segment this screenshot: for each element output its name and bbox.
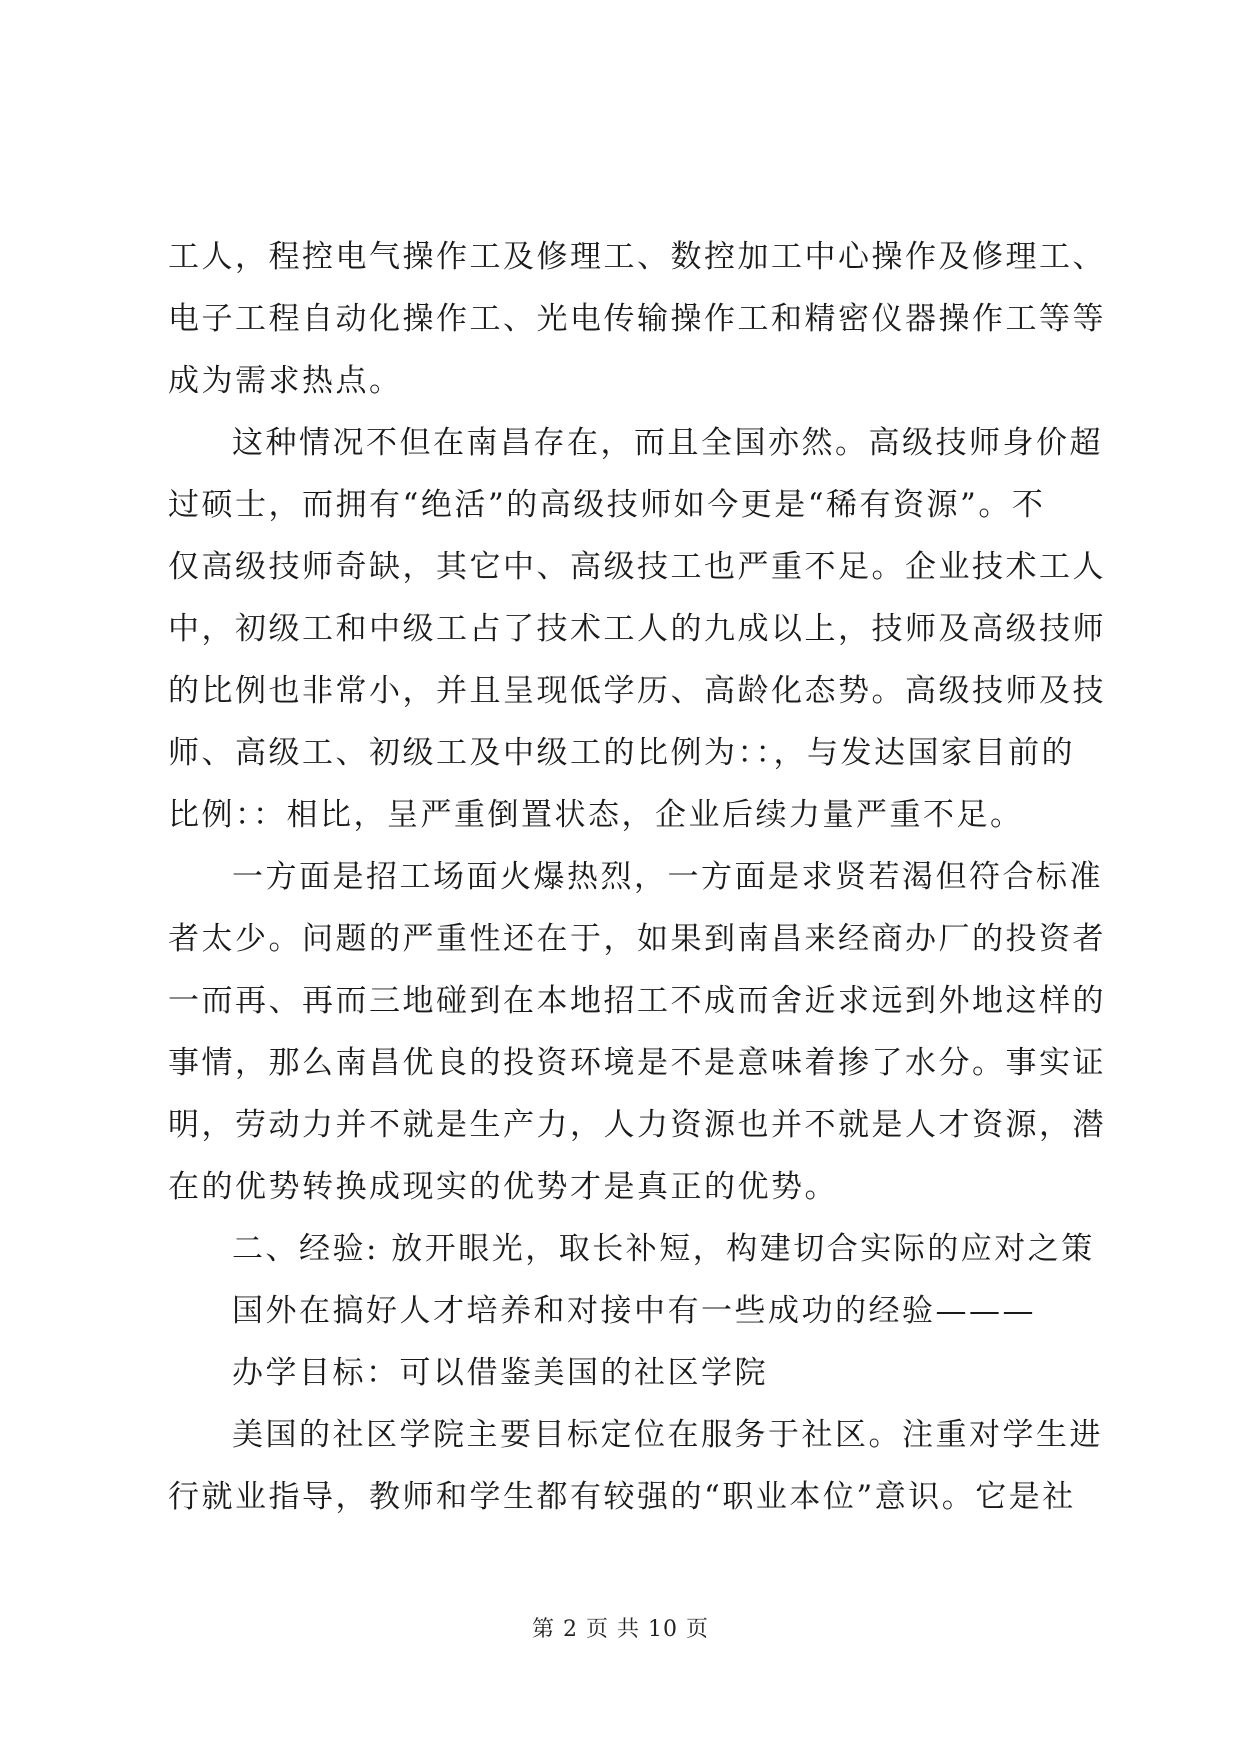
page-number-footer: 第 2 页 共 10 页 <box>532 1617 709 1642</box>
section-heading: 二、经验: 放开眼光，取长补短，构建切合实际的应对之策 <box>232 1231 1095 1267</box>
text-line: 电子工程自动化操作工、光电传输操作工和精密仪器操作工等等 <box>168 301 1106 337</box>
paragraph-start-line: 一方面是招工场面火爆热烈，一方面是求贤若渴但符合标准 <box>232 859 1103 895</box>
text-line: 仅高级技师奇缺，其它中、高级技工也严重不足。企业技术工人 <box>168 549 1106 585</box>
text-line: 成为需求热点。 <box>168 363 403 399</box>
text-line: 一而再、再而三地碰到在本地招工不成而舍近求远到外地这样的 <box>168 983 1106 1019</box>
text-line: 过硕士，而拥有“绝活”的高级技师如今更是“稀有资源”。不 <box>168 487 1046 523</box>
text-line: 中，初级工和中级工占了技术工人的九成以上，技师及高级技师 <box>168 611 1106 647</box>
body-text <box>168 226 1106 1528</box>
text-line: 在的优势转换成现实的优势才是真正的优势。 <box>168 1169 838 1205</box>
text-line: 事情，那么南昌优良的投资环境是不是意味着掺了水分。事实证 <box>168 1045 1106 1081</box>
text-line: 比例：：相比，呈严重倒置状态，企业后续力量严重不足。 <box>168 797 1024 833</box>
paragraph-start-line: 国外在搞好人才培养和对接中有一些成功的经验——— <box>232 1293 1036 1329</box>
subheading: 办学目标：可以借鉴美国的社区学院 <box>232 1355 768 1391</box>
paragraph-start-line: 这种情况不但在南昌存在，而且全国亦然。高级技师身价超 <box>232 425 1103 461</box>
text-line: 行就业指导，教师和学生都有较强的“职业本位”意识。它是社 <box>168 1479 1076 1515</box>
text-line: 师、高级工、初级工及中级工的比例为：：，与发达国家目前的 <box>168 735 1075 771</box>
text-line: 工人，程控电气操作工及修理工、数控加工中心操作及修理工、 <box>168 239 1106 275</box>
paragraph-start-line: 美国的社区学院主要目标定位在服务于社区。注重对学生进 <box>232 1417 1103 1453</box>
text-line: 的比例也非常小，并且呈现低学历、高龄化态势。高级技师及技 <box>168 673 1106 709</box>
text-line: 者太少。问题的严重性还在于，如果到南昌来经商办厂的投资者 <box>168 921 1106 957</box>
text-line: 明，劳动力并不就是生产力，人力资源也并不就是人才资源，潜 <box>168 1107 1106 1143</box>
